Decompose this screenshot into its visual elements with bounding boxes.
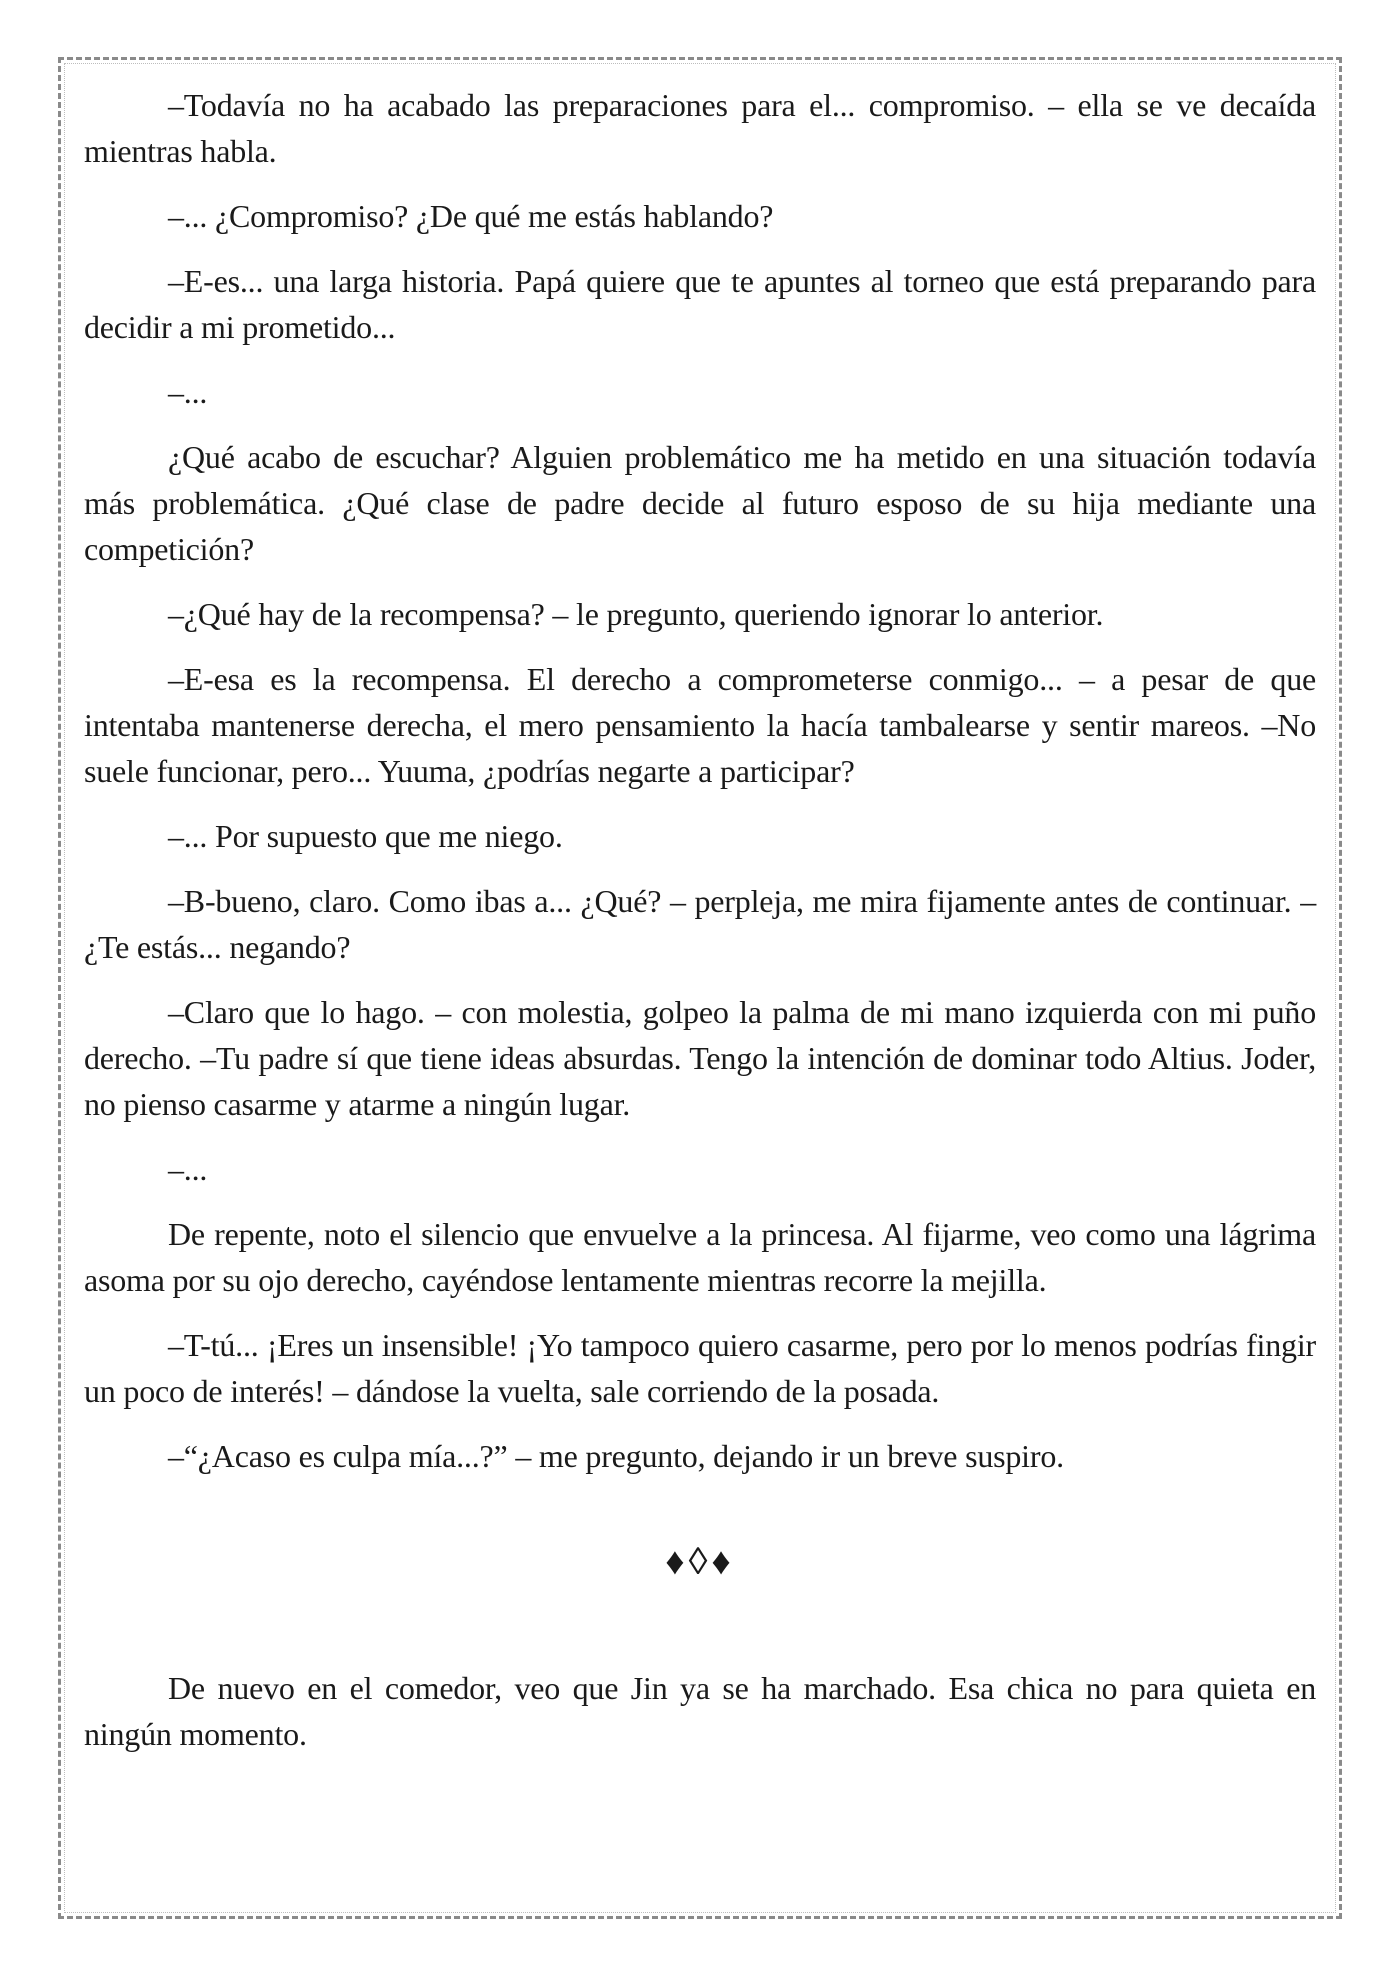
closing-paragraph: De nuevo en el comedor, veo que Jin ya se ha marchado. Esa chica no para quieta en ningún momento. — [84, 1670, 1316, 1752]
paragraph: –Todavía no ha acabado las preparaciones para el... compromiso. – ella se ve decaída mientras habla. — [84, 87, 1316, 169]
paragraph: –B-bueno, claro. Como ibas a... ¿Qué? – perpleja, me mira fijamente antes de continuar. –¿Te estás... negando? — [84, 883, 1316, 965]
paragraph: –... ¿Compromiso? ¿De qué me estás hablando? — [168, 198, 774, 234]
paragraph: –E-es... una larga historia. Papá quiere que te apuntes al torneo que está preparando para decidir a mi prometido... — [84, 263, 1316, 345]
document-body — [84, 82, 1316, 1776]
paragraph: De repente, noto el silencio que envuelve a la princesa. Al fijarme, veo como una lágrima asoma por su ojo derecho, cayéndose lentamente mientras recorre la mejilla. — [84, 1216, 1316, 1298]
paragraph: –E-esa es la recompensa. El derecho a comprometerse conmigo... – a pesar de que intentaba mantenerse derecha, el mero pensamiento la hacía tambalearse y sentir mareos. –No suele funcionar, pero... Yuuma, ¿podrías negarte a participar? — [84, 661, 1316, 789]
paragraph: ¿Qué acabo de escuchar? Alguien problemático me ha metido en una situación todavía más problemática. ¿Qué clase de padre decide al futuro esposo de su hija mediante una competición? — [84, 439, 1316, 567]
paragraph: –¿Qué hay de la recompensa? – le pregunto, queriendo ignorar lo anterior. — [168, 596, 1104, 632]
paragraph: –T-tú... ¡Eres un insensible! ¡Yo tampoco quiero casarme, pero por lo menos podrías fingir un poco de interés! – dándose la vuelta, sale corriendo de la posada. — [84, 1327, 1316, 1409]
paragraph: –... — [168, 1151, 208, 1187]
scene-break-ornament: ♦◊♦ — [665, 1541, 735, 1583]
paragraph: –“¿Acaso es culpa mía...?” – me pregunto, dejando ir un breve suspiro. — [168, 1438, 1064, 1474]
paragraph: –Claro que lo hago. – con molestia, golpeo la palma de mi mano izquierda con mi puño derecho. –Tu padre sí que tiene ideas absurdas. Tengo la intención de dominar todo Altius. Joder, no pienso casarme y atarme a ningún lugar. — [84, 994, 1316, 1122]
paragraph: –... — [168, 374, 208, 410]
paragraph: –... Por supuesto que me niego. — [168, 818, 563, 854]
